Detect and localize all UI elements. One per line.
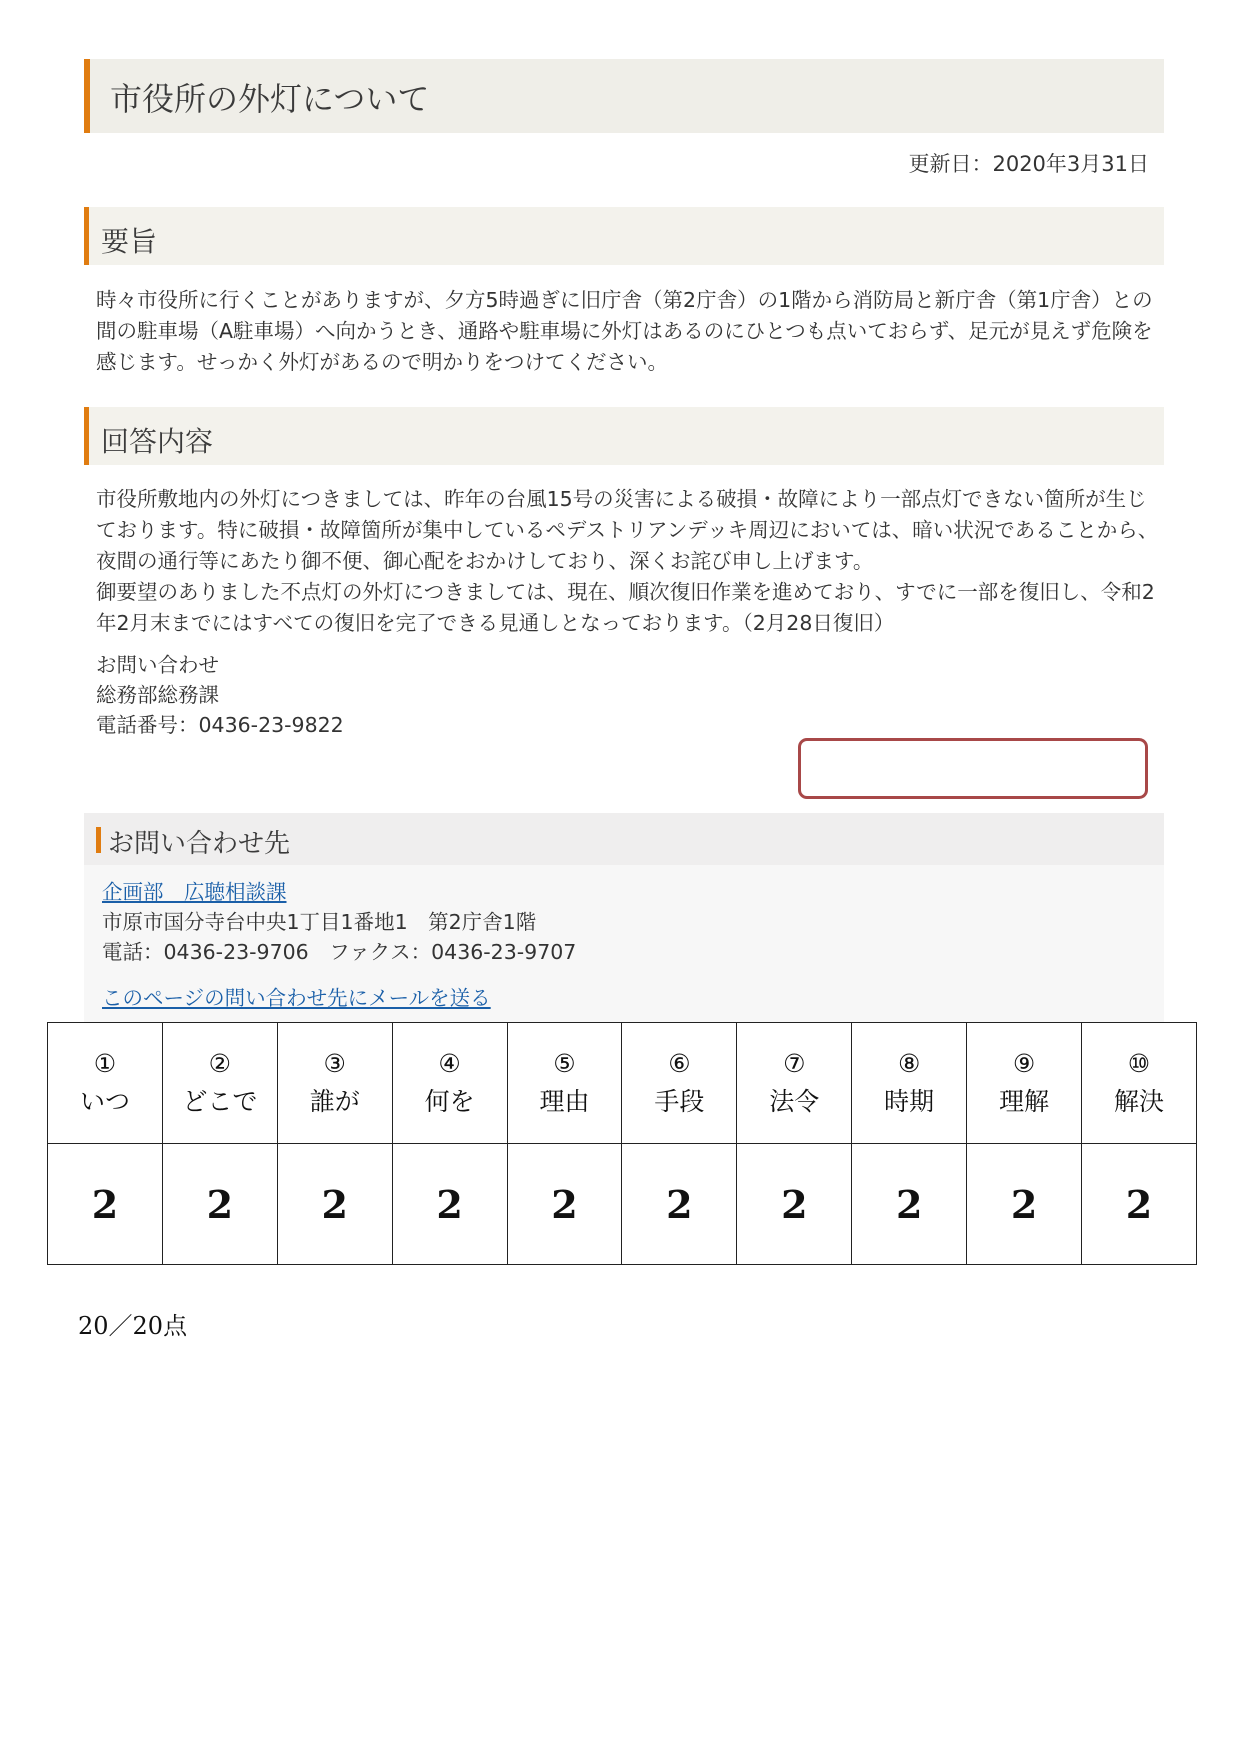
score-value-cell: 2 [1082,1144,1197,1265]
score-header-cell: ⑥ 手段 [622,1023,737,1144]
score-value-cell: 2 [737,1144,852,1265]
score-value-cell: 2 [162,1144,277,1265]
score-value-cell: 2 [852,1144,967,1265]
answer-contact-label: お問い合わせ [96,653,219,677]
inquiry-body [102,877,576,967]
inquiry-address: 市原市国分寺台中央1丁目1番地1 第2庁舎1階 [102,910,537,934]
score-header-row [48,1023,1197,1144]
summary-text: 時々市役所に行くことがありますが、夕方5時過ぎに旧庁舎（第2庁舎）の1階から消防局と新庁舎（第1庁舎）との間の駐車場（A駐車場）へ向かうとき、通路や駐車場に外灯はあるのにひとつも点いておらず、足元が見えず危険を感じます。せっかく外灯があるので明かりをつけてください。 [96,288,1153,374]
score-header-cell: ⑤ 理由 [507,1023,622,1144]
summary-heading-bar [84,207,1164,265]
score-value-cell: 2 [277,1144,392,1265]
inquiry-panel [84,813,1164,1023]
score-header-cell: ⑧ 時期 [852,1023,967,1144]
inquiry-heading-marker [96,827,101,853]
score-header-cell: ⑦ 法令 [737,1023,852,1144]
inquiry-heading-bar [84,813,1164,865]
answer-contact-phone: 電話番号：0436-23-9822 [96,713,344,737]
inquiry-phone-fax: 電話：0436-23-9706 ファクス：0436-23-9707 [102,940,577,964]
summary-heading: 要旨 [101,225,158,258]
answer-heading: 回答内容 [101,425,214,458]
inquiry-mail-link[interactable]: このページの問い合わせ先にメールを送る [102,986,491,1010]
answer-text-block [96,484,1161,639]
highlight-box [798,738,1148,799]
score-header-cell: ④ 何を [392,1023,507,1144]
answer-contact-dept: 総務部総務課 [96,683,219,707]
score-header-cell: ⑨ 理解 [967,1023,1082,1144]
answer-paragraph-1: 市役所敷地内の外灯につきましては、昨年の台風15号の災害による破損・故障により一部点灯できない箇所が生じております。特に破損・故障箇所が集中しているペデストリアンデッキ周辺においては、暗い状況であることから、夜間の通行等にあたり御不便、御心配をおかけしており、深くお詫び申し上げます。 [96,487,1159,573]
score-value-cell: 2 [967,1144,1082,1265]
summary-text-block [96,285,1161,378]
answer-paragraph-2: 御要望のありました不点灯の外灯につきましては、現在、順次復旧作業を進めており、すでに一部を復旧し、令和2年2月末までにはすべての復旧を完了できる見通しとなっております。（2月28日復旧） [96,580,1155,635]
score-value-cell: 2 [622,1144,737,1265]
score-value-cell: 2 [48,1144,163,1265]
inquiry-heading: お問い合わせ先 [108,829,291,859]
score-header-cell: ③ 誰が [277,1023,392,1144]
answer-heading-bar [84,407,1164,465]
score-value-cell: 2 [507,1144,622,1265]
page-title-bar [84,59,1164,133]
updated-date: 更新日：2020年3月31日 [908,152,1149,176]
score-header-cell: ⑩ 解決 [1082,1023,1197,1144]
page-title: 市役所の外灯について [110,80,430,118]
score-header-cell: ② どこで [162,1023,277,1144]
inquiry-dept-link[interactable]: 企画部 広聴相談課 [102,880,287,904]
score-value-row [48,1144,1197,1265]
score-value-cell: 2 [392,1144,507,1265]
score-header-cell: ① いつ [48,1023,163,1144]
score-table [47,1022,1197,1265]
total-score: 20／20点 [78,1312,188,1340]
answer-contact [96,650,344,740]
